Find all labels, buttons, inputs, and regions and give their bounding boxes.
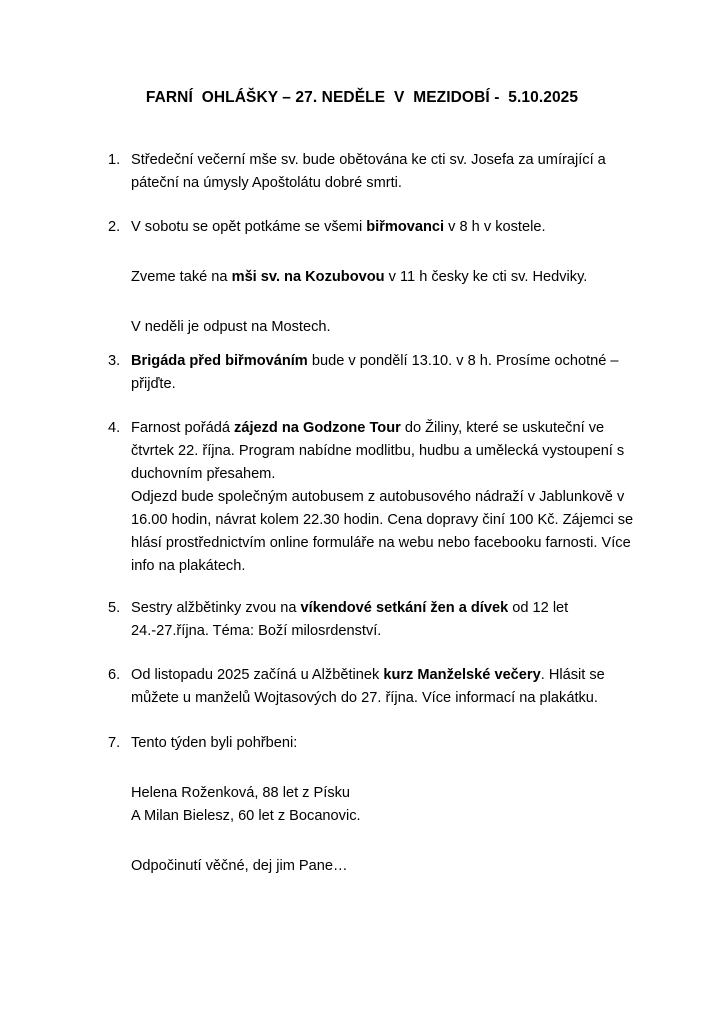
item-text: Odjezd bude společným autobusem z autobusového nádraží v Jablunkově v 16.00 hodin, návrat kolem 22.30 hodin. Cena dopravy činí 100 Kč. Zájemci se hlásí prostřednictvím online formuláře na webu nebo facebooku farnosti. Více info na plakátech. — [131, 489, 634, 574]
highlight-text: Brigáda před biřmováním — [131, 353, 308, 369]
highlight-text: biřmovanci — [366, 219, 445, 235]
highlight-text: zájezd na Godzone Tour — [234, 420, 401, 436]
item-text: Helena Roženková, 88 let z Písku — [131, 785, 351, 801]
item-number: 5. — [108, 600, 121, 616]
announcement-item-4 — [108, 417, 648, 578]
announcement-item-6 — [108, 664, 648, 710]
item-number: 1. — [108, 152, 121, 168]
highlight-text: mši sv. na Kozubovou — [231, 269, 385, 285]
item-text: V sobotu se opět potkáme se všemi biřmovanci v 8 h v kostele. — [131, 219, 546, 235]
item-number: 2. — [108, 219, 121, 235]
item-text: Středeční večerní mše sv. bude obětována ke cti sv. Josefa za umírající a páteční na úmysly Apoštolátu dobré smrti. — [131, 152, 606, 191]
item-number: 6. — [108, 667, 121, 683]
highlight-text: víkendové setkání žen a dívek — [300, 600, 509, 616]
item-text: Tento týden byli pohřbeni: — [131, 735, 298, 751]
page-title: FARNÍ OHLÁŠKY – 27. NEDĚLE V MEZIDOBÍ - 5.10.2025 — [145, 89, 579, 106]
highlight-text: kurz Manželské večery — [383, 667, 541, 683]
announcement-item-7 — [108, 732, 648, 878]
item-text: Brigáda před biřmováním bude v pondělí 13.10. v 8 h. Prosíme ochotné – přijďte. — [131, 353, 619, 392]
item-number: 4. — [108, 420, 121, 436]
item-text: Odpočinutí věčné, dej jim Pane… — [131, 858, 348, 874]
announcement-item-1 — [108, 149, 648, 195]
item-number: 7. — [108, 735, 121, 751]
item-text: A Milan Bielesz, 60 let z Bocanovic. — [131, 808, 361, 824]
item-text: Zveme také na mši sv. na Kozubovou v 11 h česky ke cti sv. Hedviky. — [131, 269, 588, 285]
item-number: 3. — [108, 353, 121, 369]
announcement-item-5 — [108, 597, 648, 643]
item-text: V neděli je odpust na Mostech. — [131, 319, 331, 335]
item-text: Od listopadu 2025 začíná u Alžbětinek kurz Manželské večery. Hlásit se můžete u manželů Wojtasových do 27. října. Více informací na plakátku. — [131, 667, 605, 706]
announcement-item-3 — [108, 350, 648, 396]
item-text: Sestry alžbětinky zvou na víkendové setkání žen a dívek od 12 let 24.-27.října. Téma: Boží milosrdenství. — [131, 600, 569, 639]
item-text: Farnost pořádá zájezd na Godzone Tour do Žiliny, které se uskuteční ve čtvrtek 22. října. Program nabídne modlitbu, hudbu a umělecká vystoupení s duchovním přesahem. — [131, 420, 625, 482]
announcement-item-2 — [108, 216, 648, 339]
